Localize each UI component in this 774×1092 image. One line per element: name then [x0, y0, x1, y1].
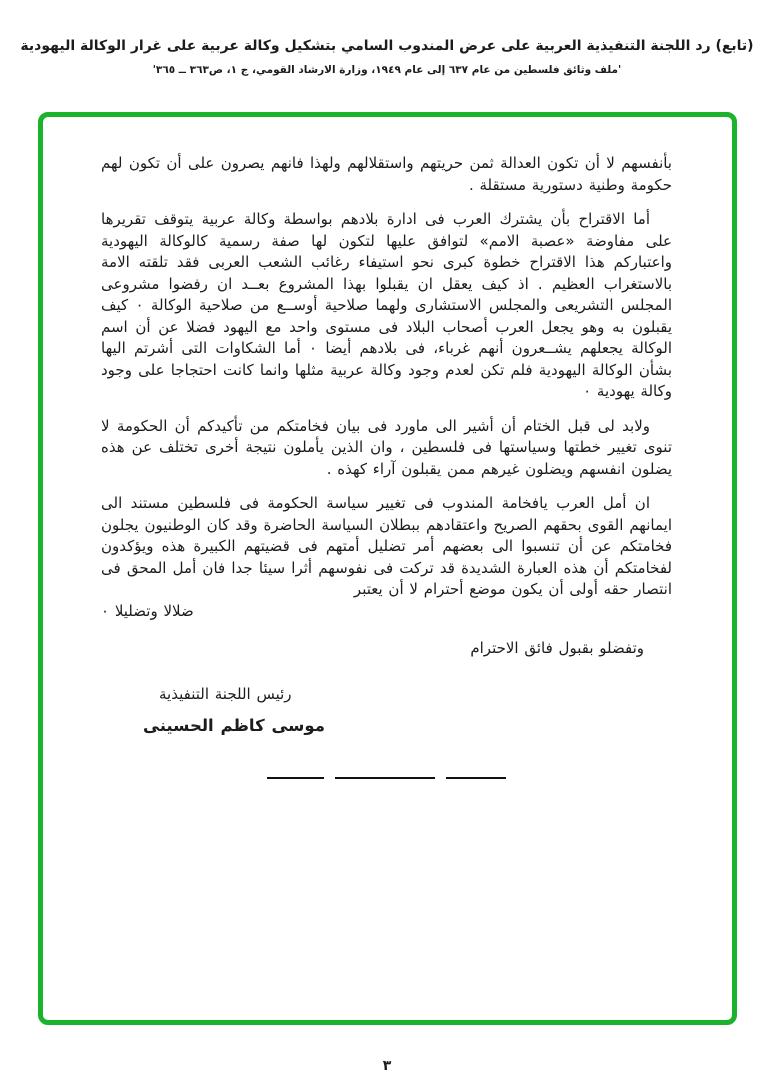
letter-paragraph-4: ان أمل العرب يافخامة المندوب فى تغيير سياسة الحكومة فى فلسطين مستند الى ايمانهم القوى بحقهم الصريح واعتقادهم ببطلان السياسة الحاضرة وقد كان الوطنيون يجلون فخامتكم عن أن تنسبوا الى بعضهم أمر تضليل أمتهم فى قضيتهم الكبيرة هذه ويؤكدون لفخامتكم أن هذه العبارة الشديدة قد تركت فى نفوسهم أثرا سيئا جدا فان أمل المحق فى انتصار حقه أولى أن يكون موضع أحترام لا أن يعتبر — [101, 494, 672, 598]
signature-separator — [101, 777, 672, 779]
source-citation: 'ملف وثائق فلسطين من عام ٦٣٧ إلى عام ١٩٤٩، وزارة الارشاد القومي، ج ١، ص٣٦٣ ــ ٣٦٥' — [152, 64, 622, 76]
signature-name: موسى كاظم الحسينى — [143, 716, 325, 735]
signature-title: رئيس اللجنة التنفيذية — [159, 684, 292, 703]
letter-paragraph-2: أما الاقتراح بأن يشترك العرب فى ادارة بلادهم بواسطة وكالة عربية يتوقف تقريرها على مفاوضة «عصبة الامم» لتوافق عليها لتكون لها صفة رسمية كالوكالة اليهودية واعتباركم هذا الاقتراح خطوة كبرى نحو استيفاء رغائب الشعب العربى فقد تلقته الامة بالاستغراب العظيم . اذ كيف يعقل ان يقبلوا بهذا المشروع بعــد ان رفضوا مشروعى المجلس التشريعى والمجلس الاستشارى ولهما صلاحية أوســع من صلاحية الوكالة ٠ كيف يقبلون به وهو يجعل العرب أصحاب البلاد فى مستوى واحد مع اليهود فضلا عن أن اسم الوكالة يجعلهم يشــعرون أنهم غرباء، فى بلادهم أيضا ٠ أما الشكاوات التى أشرتم اليها بشأن الوكالة اليهودية فلم تكن لعدم وجود وكالة عربية مثلها وانما كانت احتجاجا على وجود وكالة يهودية ٠ — [101, 210, 672, 400]
page-number: ٣ — [382, 1058, 392, 1074]
letter-paragraph-3: ولابد لى قبل الختام أن أشير الى ماورد فى بيان فخامتكم من تأكيدكم أن الحكومة لا تنوى تغيير خطتها وسياستها فى فلسطين ، وان الذين يأملون نتيجة أخرى تختلف عن هذه يضلون انفسهم ويضلون غيرهم ممن يقبلون آراء كهذه . — [101, 416, 672, 478]
document-title: (تابع) رد اللجنة التنفيذية العربية على عرض المندوب السامي بتشكيل وكالة عربية على غرار الوكالة اليهودية — [20, 38, 754, 54]
closing-salutation: وتفضلو بقبول فائق الاحترام — [470, 639, 644, 657]
letter-body — [101, 153, 672, 779]
document-header — [0, 38, 774, 76]
letter-paragraph-4-tail: ضلالا وتضليلا ٠ — [101, 601, 194, 620]
highlight-frame — [38, 112, 737, 1025]
signature-separator-line — [335, 777, 435, 779]
signature-separator-line — [267, 777, 324, 779]
signature-separator-line — [446, 777, 506, 779]
letter-paragraph-1: بأنفسهم لا أن تكون العدالة ثمن حريتهم واستقلالهم ولهذا فانهم يصرون على أن تكون لهم حكومة وطنية دستورية مستقلة . — [101, 154, 672, 194]
